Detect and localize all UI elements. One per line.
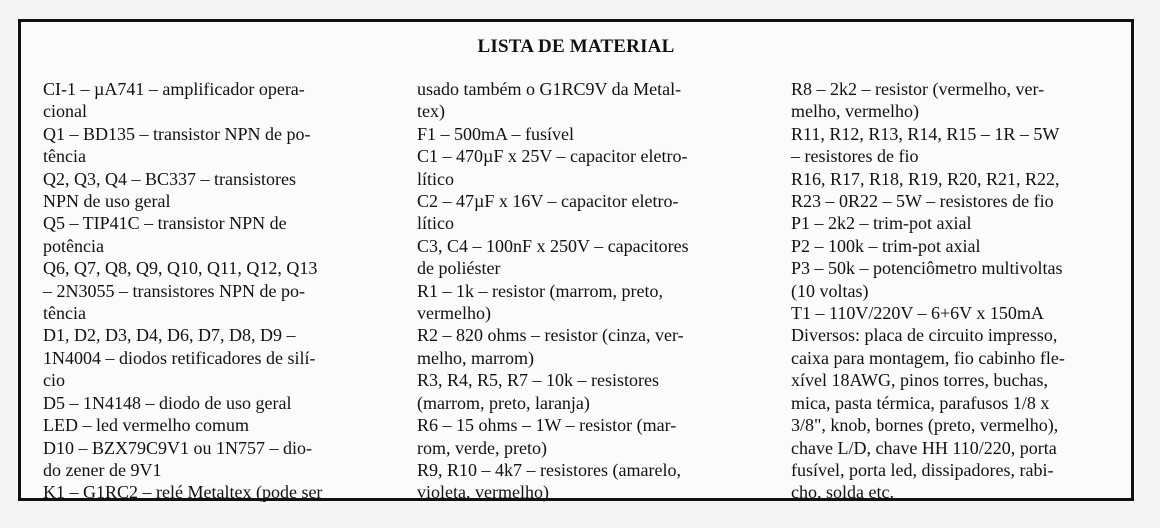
text-line: potência [43,235,104,256]
text-line: D1, D2, D3, D4, D6, D7, D8, D9 – [43,325,296,346]
text-line: NPN de uso geral [43,191,171,212]
text-line: LED – led vermelho comum [43,415,249,436]
text-line: cio [43,370,65,391]
text-line: T1 – 110V/220V – 6+6V x 150mA [791,303,1044,324]
text-line: R9, R10 – 4k7 – resistores (amarelo, [417,459,681,480]
text-line: R23 – 0R22 – 5W – resistores de fio [791,191,1054,212]
text-line: CI-1 – µA741 – amplificador opera- [43,79,305,99]
column-3 [791,78,1125,504]
text-line: – 2N3055 – transistores NPN de po- [43,280,305,301]
text-line: lítico [417,213,454,234]
text-line: C1 – 470µF x 25V – capacitor eletro- [417,146,688,167]
text-line: R1 – 1k – resistor (marrom, preto, [417,280,663,301]
text-line: lítico [417,168,454,189]
text-line: R11, R12, R13, R14, R15 – 1R – 5W [791,123,1060,144]
text-line: melho, vermelho) [791,101,919,122]
text-line: P1 – 2k2 – trim-pot axial [791,213,972,234]
text-line: C2 – 47µF x 16V – capacitor eletro- [417,191,679,212]
material-list-box [18,19,1134,501]
text-line: chave L/D, chave HH 110/220, porta [791,437,1057,458]
text-line: – resistores de fio [791,146,919,167]
text-line: Q2, Q3, Q4 – BC337 – transistores [43,168,296,189]
text-line: cional [43,101,87,122]
text-line: K1 – G1RC2 – relé Metaltex (pode ser [43,482,323,503]
text-line: de poliéster [417,258,501,279]
text-line: D5 – 1N4148 – diodo de uso geral [43,392,292,413]
text-line: Diversos: placa de circuito impresso, [791,325,1058,346]
text-line: D10 – BZX79C9V1 ou 1N757 – dio- [43,437,312,458]
text-line: R3, R4, R5, R7 – 10k – resistores [417,370,660,391]
text-line: R16, R17, R18, R19, R20, R21, R22, [791,168,1060,189]
text-line: fusível, porta led, dissipadores, rabi- [791,459,1054,480]
text-line: R8 – 2k2 – resistor (vermelho, ver- [791,79,1045,99]
list-title: LISTA DE MATERIAL [477,36,675,57]
text-line: F1 – 500mA – fusível [417,123,575,144]
text-line: Q1 – BD135 – transistor NPN de po- [43,123,311,144]
text-line: violeta, vermelho) [417,482,549,503]
text-line: caixa para montagem, fio cabinho fle- [791,347,1065,368]
column-1 [43,78,383,504]
text-line: tência [43,303,86,324]
text-line: P3 – 50k – potenciômetro multivoltas [791,258,1063,279]
text-line: do zener de 9V1 [43,459,162,480]
text-line: melho, marrom) [417,347,534,368]
text-line: tência [43,146,86,167]
text-line: R6 – 15 ohms – 1W – resistor (mar- [417,415,677,436]
text-line: tex) [417,101,445,122]
text-line: rom, verde, preto) [417,437,547,458]
text-line: cho, solda etc. [791,482,894,503]
text-line: xível 18AWG, pinos torres, buchas, [791,370,1049,391]
text-line: (10 voltas) [791,280,869,301]
text-line: 3/8", knob, bornes (preto, vermelho), [791,415,1059,436]
text-line: Q6, Q7, Q8, Q9, Q10, Q11, Q12, Q13 [43,258,318,279]
text-line: R2 – 820 ohms – resistor (cinza, ver- [417,325,684,346]
text-line: usado também o G1RC9V da Metal- [417,79,682,99]
text-line: P2 – 100k – trim-pot axial [791,235,981,256]
text-line: (marrom, preto, laranja) [417,392,590,413]
text-line: Q5 – TIP41C – transistor NPN de [43,213,287,234]
text-line: vermelho) [417,303,491,324]
text-line: mica, pasta térmica, parafusos 1/8 x [791,392,1050,413]
text-line: 1N4004 – diodos retificadores de silí- [43,347,316,368]
column-2 [417,78,762,504]
text-line: C3, C4 – 100nF x 250V – capacitores [417,235,689,256]
